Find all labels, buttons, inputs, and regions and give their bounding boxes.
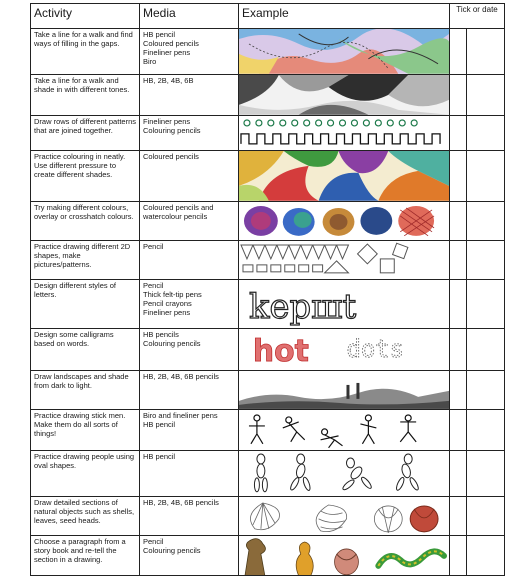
- media-cell: [140, 29, 239, 75]
- activity-cell: Take a line for a walk and shade in with different tones.: [31, 74, 140, 115]
- tick-cell[interactable]: [450, 151, 467, 202]
- table-row: [31, 279, 505, 328]
- header-media: Media: [140, 4, 239, 29]
- activity-cell: Draw rows of different patterns that are joined together.: [31, 115, 140, 151]
- table-row: [31, 535, 505, 576]
- media-line: Thick felt-tip pens: [143, 289, 202, 299]
- media-cell: [140, 450, 239, 496]
- date-cell[interactable]: [467, 202, 505, 241]
- tick-cell[interactable]: [450, 328, 467, 371]
- media-line: Fineliner pens: [143, 48, 191, 57]
- example-cell: [239, 535, 450, 576]
- example-cell: [239, 115, 450, 151]
- media-line: HB, 2B, 4B, 6B pencils: [143, 372, 219, 382]
- activity-cell: Design different styles of letters.: [31, 279, 140, 328]
- media-line: Coloured pencils: [143, 39, 199, 48]
- activity-cell: Take a line for a walk and find ways of filling in the gaps.: [31, 29, 140, 75]
- date-cell[interactable]: [467, 279, 505, 328]
- tick-cell[interactable]: [450, 74, 467, 115]
- tick-cell[interactable]: [450, 450, 467, 496]
- header-row: [31, 4, 505, 29]
- example-cell: [239, 496, 450, 535]
- activity-cell: Draw detailed sections of natural objects such as shells, leaves, seed heads.: [31, 496, 140, 535]
- tick-cell[interactable]: [450, 535, 467, 576]
- date-cell[interactable]: [467, 410, 505, 451]
- table-row: [31, 74, 505, 115]
- date-cell[interactable]: [467, 496, 505, 535]
- media-line: HB, 2B, 4B, 6B pencils: [143, 497, 219, 507]
- table-row: [31, 450, 505, 496]
- activity-table: [30, 3, 505, 576]
- example-cell: [239, 328, 450, 371]
- activity-cell: Practice colouring in neatly. Use different pressure to create different shades.: [31, 151, 140, 202]
- media-line: Colouring pencils: [143, 545, 201, 555]
- tick-cell[interactable]: [450, 371, 467, 410]
- media-line: HB pencil: [143, 451, 176, 461]
- media-line: Biro and fineliner pens: [143, 411, 218, 421]
- example-cell: [239, 240, 450, 279]
- tick-cell[interactable]: [450, 202, 467, 241]
- natural-objects-illustration: [239, 497, 449, 535]
- media-line: Pencil: [143, 536, 164, 546]
- tick-cell[interactable]: [450, 496, 467, 535]
- media-line: Pencil crayons: [143, 298, 192, 308]
- media-cell: [140, 151, 239, 202]
- example-cell: [239, 410, 450, 451]
- example-cell: [239, 29, 450, 75]
- media-line: Colouring pencils: [143, 338, 201, 348]
- styled-letters: keршt: [248, 286, 357, 326]
- media-cell: [140, 115, 239, 151]
- date-cell[interactable]: [467, 450, 505, 496]
- date-cell[interactable]: [467, 328, 505, 371]
- calligram-dots: dots: [346, 334, 404, 363]
- stick-men-illustration: [239, 410, 449, 450]
- table-row: [31, 202, 505, 241]
- media-cell: [140, 496, 239, 535]
- activity-cell: Try making different colours, overlay or crosshatch colours.: [31, 202, 140, 241]
- table-row: [31, 328, 505, 371]
- calligram-illustration: [239, 329, 449, 371]
- media-line: Pencil: [143, 280, 164, 290]
- media-line: Colouring pencils: [143, 125, 201, 135]
- example-cell: [239, 151, 450, 202]
- date-cell[interactable]: [467, 115, 505, 151]
- media-cell: [140, 371, 239, 410]
- activity-cell: Design some calligrams based on words.: [31, 328, 140, 371]
- media-cell: [140, 410, 239, 451]
- media-line: HB, 2B, 4B, 6B: [143, 75, 194, 85]
- table-row: [31, 240, 505, 279]
- media-cell: [140, 535, 239, 576]
- line-walk-coloured-illustration: [239, 29, 449, 74]
- date-cell[interactable]: [467, 151, 505, 202]
- media-line: HB pencil: [143, 30, 176, 39]
- media-line: Fineliner pens: [143, 116, 191, 126]
- table-row: [31, 29, 505, 75]
- media-cell: [140, 74, 239, 115]
- oval-people-illustration: [239, 451, 449, 496]
- 2d-shapes-illustration: [239, 241, 449, 279]
- media-line: Pencil: [143, 241, 164, 251]
- example-cell: [239, 450, 450, 496]
- example-cell: [239, 279, 450, 328]
- example-cell: [239, 74, 450, 115]
- colouring-shades-illustration: [239, 151, 449, 201]
- activity-cell: Practice drawing stick men. Make them do all sorts of things!: [31, 410, 140, 451]
- activity-cell: Practice drawing different 2D shapes, make pictures/patterns.: [31, 240, 140, 279]
- date-cell[interactable]: [467, 74, 505, 115]
- story-drawing-illustration: [239, 536, 449, 576]
- date-cell[interactable]: [467, 29, 505, 75]
- media-line: Biro: [143, 57, 157, 66]
- table-row: [31, 496, 505, 535]
- tick-cell[interactable]: [450, 240, 467, 279]
- activity-cell: Choose a paragraph from a story book and re-tell the section in a drawing.: [31, 535, 140, 576]
- date-cell[interactable]: [467, 240, 505, 279]
- header-activity: Activity: [31, 4, 140, 29]
- date-cell[interactable]: [467, 535, 505, 576]
- tonal-line-illustration: [239, 75, 449, 115]
- media-cell: [140, 279, 239, 328]
- joined-patterns-illustration: [239, 116, 449, 151]
- media-line: Coloured pencils: [143, 152, 199, 162]
- date-cell[interactable]: [467, 371, 505, 410]
- tick-cell[interactable]: [450, 279, 467, 328]
- calligram-hot: hot: [252, 333, 309, 369]
- media-cell: [140, 240, 239, 279]
- header-example: Example: [239, 4, 450, 29]
- media-line: Coloured pencils and watercolour pencils: [143, 203, 214, 222]
- media-cell: [140, 328, 239, 371]
- table-row: [31, 115, 505, 151]
- table-row: [31, 371, 505, 410]
- tick-cell[interactable]: [450, 29, 467, 75]
- table-row: [31, 410, 505, 451]
- activity-cell: Practice drawing people using oval shapes.: [31, 450, 140, 496]
- media-line: HB pencil: [143, 420, 176, 430]
- header-tick: Tick or date: [450, 4, 505, 29]
- media-cell: [140, 202, 239, 241]
- letter-styles-illustration: [239, 280, 449, 328]
- landscape-illustration: [239, 371, 449, 409]
- tick-cell[interactable]: [450, 410, 467, 451]
- example-cell: [239, 202, 450, 241]
- activity-sheet: [30, 3, 504, 564]
- colour-mixing-illustration: [239, 202, 449, 240]
- media-line: HB pencils: [143, 329, 179, 339]
- table-row: [31, 151, 505, 202]
- tick-cell[interactable]: [450, 115, 467, 151]
- example-cell: [239, 371, 450, 410]
- media-line: Fineliner pens: [143, 307, 191, 317]
- activity-cell: Draw landscapes and shade from dark to light.: [31, 371, 140, 410]
